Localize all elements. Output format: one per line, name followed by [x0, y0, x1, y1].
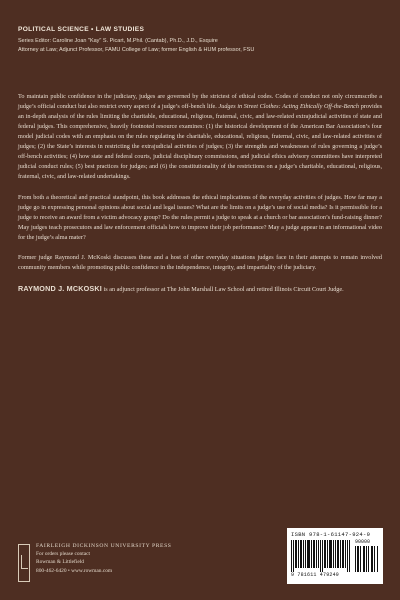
barcode	[287, 528, 383, 584]
author-bio-text: is an adjunct professor at The John Marshall Law School and retired Illinois Circuit Court Judge.	[102, 285, 344, 293]
barcode-bars-icon	[291, 540, 351, 572]
author-name: RAYMOND J. MCKOSKI	[18, 283, 103, 293]
paragraph-1-start: To maintain public confidence in the judiciary, judges are governed by the strictest of ethical codes. Codes of conduct not only circumscribe a judge’s official conduct but also restrict every aspect of a judge’s off-bench life.	[18, 93, 382, 110]
paragraph-2: From both a theoretical and practical standpoint, this book addresses the ethical implications of the everyday activities of judges. How far may a judge go in expressing personal opinions about social and legal issues? What are the limits on a judge’s use of social media? Is it permissible for a judge to receive an award from a victim advocacy group? Do the rules permit a judge to speak at a church or bar association’s fund-raising dinner? May judges teach prosecutors and law enforcement officials how to improve their job performance? May a judge appear in an informational video for the judge’s alma mater?	[18, 193, 382, 241]
publisher-name: FAIRLEIGH DICKINSON UNIVERSITY PRESS	[36, 543, 172, 549]
category-label: POLITICAL SCIENCE • LAW STUDIES	[18, 26, 145, 33]
series-editor-line1: Series Editor: Caroline Joan "Kay" S. Picart, M.Phil. (Cantab), Ph.D., J.D., Esquire	[18, 38, 218, 44]
paragraph-1	[18, 92, 382, 182]
series-editor-line2: Attorney at Law; Adjunct Professor, FAMU College of Law; former English & HUM professor, FSU	[18, 47, 255, 53]
paragraph-3: Former judge Raymond J. McKoski discusses these and a host of other everyday situations judges face in their attempts to remain involved community members while promoting public confidence in the independence, integrity, and impartiality of the judiciary.	[18, 254, 382, 271]
series-editor	[18, 37, 386, 55]
barcode-digits: 9 781611 479249	[291, 572, 340, 578]
header	[18, 26, 386, 55]
publisher-info	[36, 542, 172, 575]
barcode-addon-bars-icon	[355, 546, 379, 572]
barcode-addon: 90000	[355, 539, 371, 545]
author-bio	[18, 284, 382, 295]
publisher-line4: 800-462-6420 • www.rowman.com	[36, 567, 113, 574]
book-title: Judges in Street Clothes: Acting Ethically Off-the-Bench	[218, 103, 360, 110]
paragraph-1-rest: provides an in-depth analysis of the rules limiting the charitable, educational, religious, fraternal, civic, and law-related extrajudicial activities of state and federal judges. This comprehensive, heavily footnoted resource examines: (1) the historical development of the American Bar Association’s four model judicial codes with an emphasis on the rules regulating the charitable, educational, religious, fraternal, civic, and law-related activities of judges; (2) the State’s interests in restricting the extrajudicial activities of judges; (3) the strengths and weaknesses of rules governing a judge’s off-bench activities; (4) how state and federal courts, judicial disciplinary commissions, and judicial ethics advisory committees have interpreted judicial conduct rules; (5) best practices for judges; and (6) the constitutionality of the restrictions on a judge’s charitable, educational, religious, fraternal, civic, and law-related undertakings.	[18, 103, 382, 180]
publisher-line3: Rowman & Littlefield	[36, 559, 84, 566]
description	[18, 92, 382, 305]
isbn-label: ISBN 978-1-61147-924-9	[291, 531, 371, 538]
publisher-line2: For orders please contact	[36, 551, 91, 558]
publisher-logo-icon	[18, 544, 30, 582]
